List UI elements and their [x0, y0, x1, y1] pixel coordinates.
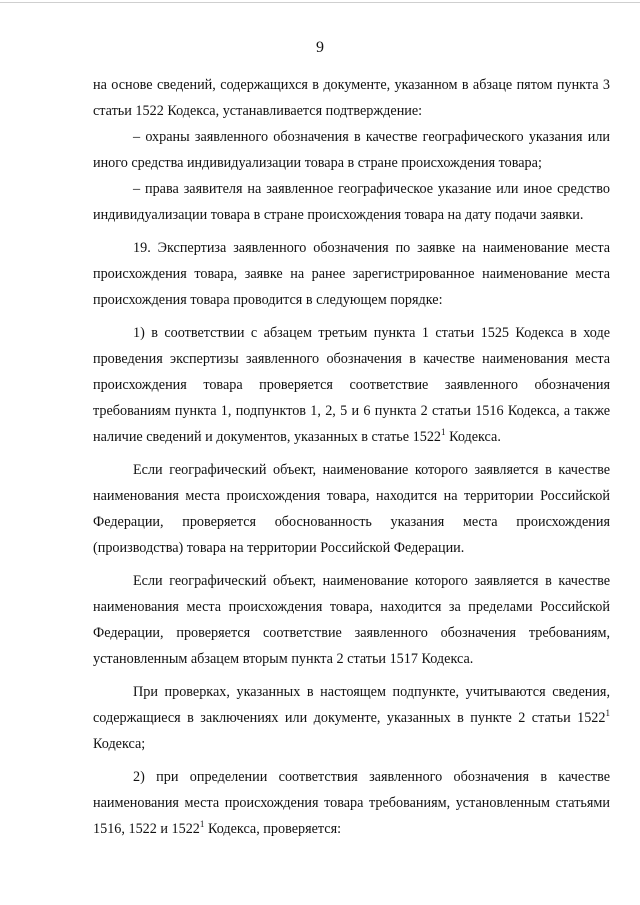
text-segment: на основе сведений, содержащихся в документе, указанном в абзаце пятом пункта 3 статьи 1522 Кодекса, устанавливается подтверждение: — [93, 77, 610, 119]
paragraph — [93, 457, 610, 561]
superscript: 1 — [199, 819, 205, 829]
text-segment: Если географический объект, наименование которого заявляется в качестве наименования места происхождения товара, находится за пределами Российской Федерации, проверяется соответствие заявленного обозначения требованиям, установленным абзацем вторым пункта 2 статьи 1517 Кодекса. — [93, 573, 610, 667]
superscript: 1 — [441, 427, 446, 437]
document-body — [93, 72, 610, 842]
page-number: 9 — [316, 39, 324, 56]
paragraph-subitem-1 — [93, 320, 610, 450]
paragraph — [93, 679, 610, 757]
text-segment: 1) в соответствии с абзацем третьим пункта 1 статьи 1525 Кодекса в ходе проведения экспертизы заявленного обозначения в качестве наименования места происхождения товара проверяется соответствие заявленного обозначения требованиям пункта 1, подпунктов 1, 2, 5 и 6 пункта 2 статьи 1516 Кодекса, а также наличие сведений и документов, указанных в статье 1522 — [93, 325, 610, 445]
text-segment: – права заявителя на заявленное географическое указание или иное средство индивидуализации товара в стране происхождения товара на дату подачи заявки. — [93, 181, 610, 223]
text-segment: Если географический объект, наименование которого заявляется в качестве наименования места происхождения товара, находится на территории Российской Федерации, проверяется обоснованность указания места происхождения (производства) товара на территории Российской Федерации. — [93, 462, 610, 556]
scan-edge-line — [0, 2, 640, 3]
paragraph-continuation — [93, 72, 610, 124]
text-segment: При проверках, указанных в настоящем подпункте, учитываются сведения, содержащиеся в заключениях или документе, указанных в пункте 2 статьи 1522 — [93, 684, 610, 726]
paragraph — [93, 568, 610, 672]
text-segment: Кодекса; — [93, 736, 146, 752]
text-segment: Кодекса, проверяется: — [204, 821, 342, 837]
superscript: 1 — [605, 708, 610, 718]
paragraph-section-19 — [93, 235, 610, 313]
text-segment: – охраны заявленного обозначения в качестве географического указания или иного средства индивидуализации товара в стране происхождения товара; — [93, 129, 610, 171]
paragraph-list-item — [93, 124, 610, 176]
paragraph-subitem-2 — [93, 764, 610, 842]
text-segment: 19. Экспертиза заявленного обозначения по заявке на наименование места происхождения товара, заявке на ранее зарегистрированное наименование места происхождения товара проводится в следующем порядке: — [93, 240, 610, 308]
text-segment: Кодекса. — [445, 429, 501, 445]
paragraph-list-item — [93, 176, 610, 228]
text-segment: 2) при определении соответствия заявленного обозначения в качестве наименования места происхождения товара требованиям, установленным статьями 1516, 1522 и 1522 — [93, 769, 610, 837]
